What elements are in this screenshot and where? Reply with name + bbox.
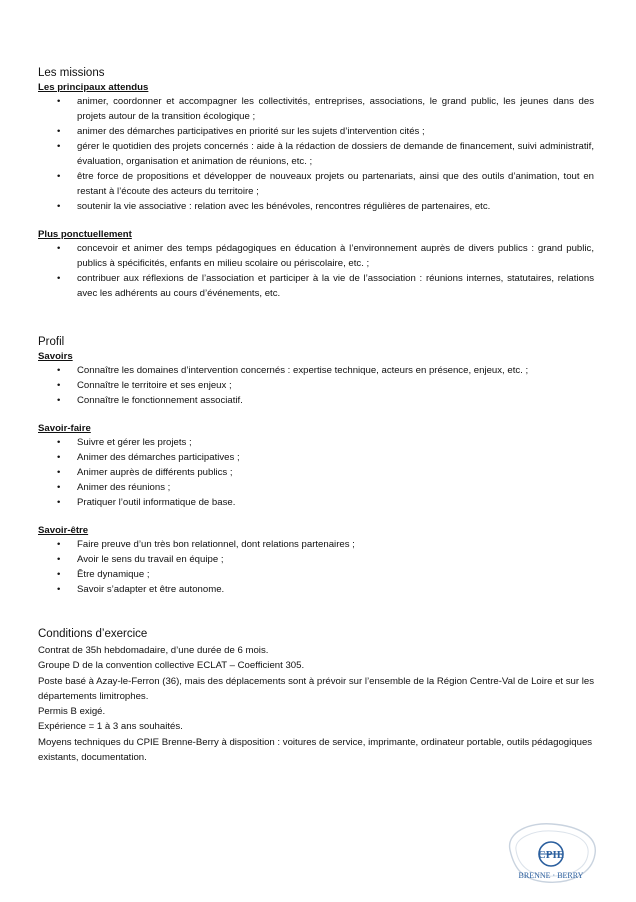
list-item [38,241,594,271]
list-item [38,199,594,214]
list-item [38,363,594,378]
list-item-text: Connaître le territoire et ses enjeux ; [77,380,232,391]
ponctuel-list [38,241,594,301]
ponctuel-heading: Plus ponctuellement [38,229,132,240]
savoir-faire-list [38,435,594,510]
list-item [38,378,594,393]
list-item [38,124,594,139]
list-item [38,139,594,169]
list-item [38,94,594,124]
conditions-line: Contrat de 35h hebdomadaire, d’une durée de 6 mois. [38,645,269,656]
list-item-text: Suivre et gérer les projets ; [77,437,192,448]
bullet-icon: • [57,452,61,463]
list-item-text: Animer auprès de différents publics ; [77,467,233,478]
savoir-etre-list [38,537,594,597]
bullet-icon: • [57,380,61,391]
list-item-text: Connaître les domaines d’intervention concernés : expertise technique, acteurs en présence, enjeux, etc. ; [77,365,529,376]
list-item [38,169,594,199]
list-item-text: Être dynamique ; [77,569,150,580]
list-item-text: soutenir la vie associative : relation avec les bénévoles, rencontres régulières de partenaires, etc. [77,201,491,212]
bullet-icon: • [57,395,61,406]
bullet-icon: • [57,497,61,508]
bullet-icon: • [57,126,61,137]
cpie-logo-graphic [500,820,602,888]
list-item-text: Connaître le fonctionnement associatif. [77,395,243,406]
bullet-icon: • [57,539,61,550]
list-item-text: concevoir et animer des temps pédagogiques en éducation à l’environnement auprès de divers publics : grand public, publics à spécificités, enfants en milieu scolaire ou périscolaire, etc. ; [77,243,594,269]
bullet-icon: • [57,171,61,182]
bullet-icon: • [57,554,61,565]
cpie-logo [500,820,602,888]
savoirs-heading: Savoirs [38,351,73,362]
list-item-text: être force de propositions et développer de nouveaux projets ou partenariats, ainsi que des outils d’animation, tout en restant à l’écoute des acteurs du territoire ; [77,171,594,197]
principal-heading: Les principaux attendus [38,82,149,93]
savoir-etre-heading: Savoir-être [38,525,89,536]
list-item [38,495,594,510]
profil-title: Profil [38,336,65,348]
bullet-icon: • [57,141,61,152]
list-item-text: contribuer aux réflexions de l’association et participer à la vie de l’association : réunions internes, statutaires, relations avec les adhérents au cours d’événements, etc. [77,273,594,299]
bullet-icon: • [57,482,61,493]
list-item-text: Savoir s’adapter et être autonome. [77,584,225,595]
bullet-icon: • [57,569,61,580]
list-item [38,480,594,495]
list-item [38,552,594,567]
list-item [38,271,594,301]
list-item-text: animer des démarches participatives en priorité sur les sujets d’intervention cités ; [77,126,425,137]
bullet-icon: • [57,243,61,254]
logo-mark: CPIE [537,849,565,861]
list-item-text: Pratiquer l’outil informatique de base. [77,497,236,508]
bullet-icon: • [57,273,61,284]
list-item [38,435,594,450]
savoir-faire-heading: Savoir-faire [38,423,91,434]
conditions-line: Groupe D de la convention collective ECLAT – Coefficient 305. [38,660,305,672]
list-item-text: Animer des démarches participatives ; [77,452,240,463]
bullet-icon: • [57,365,61,376]
list-item-text: Avoir le sens du travail en équipe ; [77,554,224,565]
conditions-title: Conditions d’exercice [38,628,148,640]
principal-list [38,94,594,214]
conditions-line: Expérience = 1 à 3 ans souhaités. [38,721,183,733]
conditions-line: Moyens techniques du CPIE Brenne-Berry à disposition : voitures de service, imprimante, ordinateur portable, outils pédagogiques existants, documentation. [38,736,593,764]
list-item-text: gérer le quotidien des projets concernés : aide à la rédaction de dossiers de demande de financement, suivi administratif, évaluation, organisation et animation de réunions, etc. ; [77,141,594,167]
list-item-text: Faire preuve d’un très bon relationnel, dont relations partenaires ; [77,539,355,550]
list-item-text: Animer des réunions ; [77,482,171,493]
conditions-block [38,643,594,765]
bullet-icon: • [57,96,61,107]
list-item [38,393,594,408]
missions-title: Les missions [38,67,105,79]
list-item [38,537,594,552]
list-item-text: animer, coordonner et accompagner les collectivités, entreprises, associations, le grand public, les jeunes dans des projets autour de la transition écologique ; [77,96,594,122]
savoirs-list [38,363,594,408]
list-item [38,465,594,480]
bullet-icon: • [57,467,61,478]
bullet-icon: • [57,584,61,595]
document-page [38,66,594,765]
bullet-icon: • [57,437,61,448]
list-item [38,450,594,465]
conditions-line: Permis B exigé. [38,706,106,718]
conditions-line: Poste basé à Azay-le-Ferron (36), mais des déplacements sont à prévoir sur l’ensemble de la Région Centre-Val de Loire et sur les départements limitrophes. [38,675,595,702]
list-item [38,567,594,582]
logo-name: BRENNE · BERRY [518,871,584,880]
bullet-icon: • [57,201,61,212]
list-item [38,582,594,597]
